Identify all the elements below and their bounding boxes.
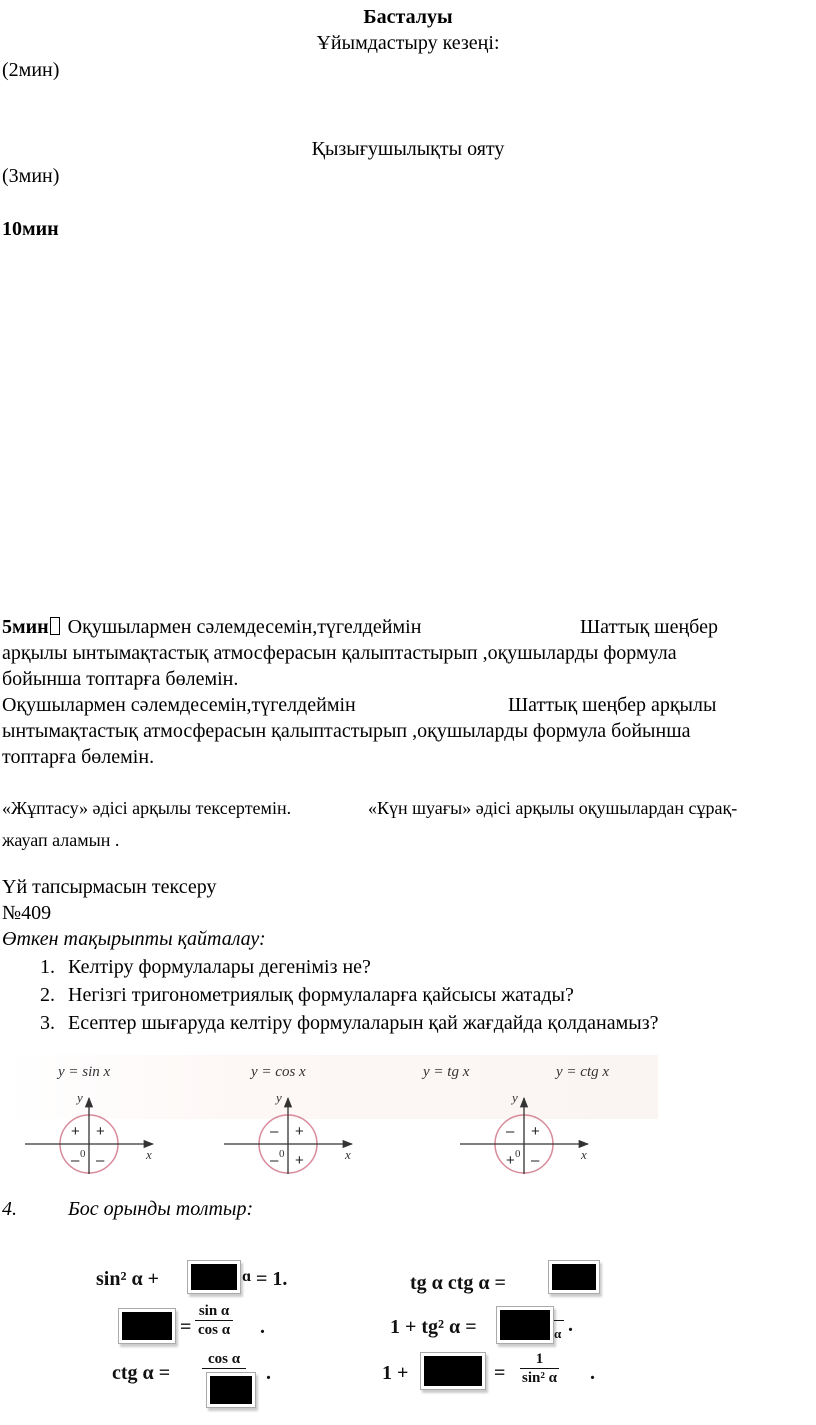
formula-dot: . [590, 1362, 595, 1384]
formula-one-plus: 1 + [382, 1362, 409, 1384]
cos-sign-circle [224, 1090, 352, 1174]
origin-label: 0 [515, 1148, 521, 1160]
formula-tg-ctg: tg α ctg α = [410, 1272, 506, 1294]
time-10min: 10мин [2, 218, 59, 240]
review-title: Өткен тақырыпты қайталау: [2, 928, 266, 950]
sign-q3: – [270, 1152, 279, 1169]
fraction-numerator: sin α [195, 1302, 233, 1321]
task4-number: 4. [2, 1198, 17, 1220]
stage-interest: Қызығушылықты ояту [311, 138, 505, 160]
blank-box[interactable] [122, 1312, 172, 1340]
tg-sign-circle [460, 1090, 588, 1174]
blank-box[interactable] [500, 1310, 550, 1340]
fraction-cos-blank [202, 1350, 246, 1369]
blank-box[interactable] [191, 1264, 237, 1290]
method-sunshine: «Күн шуағы» әдісі арқылы оқушылардан сұрақ- [368, 798, 738, 818]
question-item: 3. Есептер шығаруда келтіру формулаларын қай жағдайда қолданамыз? [40, 1012, 659, 1034]
fraction-numerator: cos α [202, 1350, 246, 1369]
sign-q4: – [531, 1152, 540, 1169]
caption-sin: y = sin x [58, 1064, 111, 1080]
question-item: 1. Келтіру формулалары дегеніміз не? [40, 956, 371, 978]
stage-organizational: Ұйымдастыру кезеңі: [316, 32, 500, 54]
sign-q1: + [531, 1123, 540, 1140]
sign-q2: – [270, 1123, 279, 1140]
greeting-text-2a: Оқушылармен сәлемдесемін,түгелдеймін [2, 694, 356, 716]
formula-dot: . [260, 1316, 265, 1338]
greeting-text-1a: Оқушылармен сәлемдесемін,түгелдеймін [67, 616, 422, 638]
y-axis-label: y [77, 1090, 83, 1105]
formula-eq: = [494, 1362, 506, 1384]
greeting-text-1-line3: бойынша топтарға бөлемін. [2, 668, 239, 690]
homework-title: Үй тапсырмасын тексеру [2, 876, 217, 898]
fraction-denominator: sin² α [522, 1370, 557, 1386]
missing-glyph-icon [50, 617, 60, 635]
time-5min: 5мин [2, 616, 49, 638]
fraction-numerator: 1 [520, 1350, 560, 1369]
formula-sin-sq: sin² α + [96, 1268, 160, 1290]
origin-label: 0 [80, 1148, 86, 1160]
review-questions [40, 954, 810, 1038]
sign-q4: – [96, 1152, 105, 1169]
blank-box[interactable] [424, 1356, 482, 1386]
time-2min: (2мин) [2, 59, 60, 81]
formula-fragment: ɑ [242, 1268, 252, 1285]
formula-dot: . [266, 1362, 271, 1384]
formula-ctg: ctg α = [112, 1362, 171, 1384]
greeting-text-2b: Шаттық шеңбер арқылы [508, 694, 717, 716]
x-axis-label: x [581, 1147, 587, 1162]
sign-q2: – [506, 1123, 515, 1140]
sign-q1: + [96, 1123, 105, 1140]
homework-block [2, 874, 814, 952]
sign-q2: + [71, 1123, 80, 1140]
sign-q1: + [295, 1123, 304, 1140]
caption-tg: y = tg x [423, 1064, 470, 1080]
method-line2: жауап аламын . [2, 830, 120, 850]
formula-eq: = [180, 1316, 192, 1338]
caption-cos: y = cos x [251, 1064, 306, 1080]
y-axis-label: y [276, 1090, 282, 1105]
caption-ctg: y = ctg x [556, 1064, 610, 1080]
lesson-part-title: Басталуы [363, 6, 453, 28]
fill-in-formulas [90, 1250, 620, 1420]
greeting-text-1b: Шаттық шеңбер [580, 616, 718, 638]
fraction-denominator: cos α [198, 1322, 231, 1338]
sin-sign-circle [25, 1090, 153, 1174]
formula-fragment: α [554, 1326, 562, 1341]
fraction-one-sin-sq [518, 1350, 561, 1387]
methods-block [2, 796, 814, 852]
x-axis-label: x [146, 1147, 152, 1162]
blank-box[interactable] [210, 1376, 252, 1404]
origin-label: 0 [279, 1148, 285, 1160]
formula-dot: . [568, 1314, 573, 1336]
fraction-bar [554, 1320, 564, 1321]
greeting-text-2-line3: топтарға бөлемін. [2, 746, 155, 768]
greeting-text-1-line2: арқылы ынтымақтастық атмосферасын қалыптастырып ,оқушыларды формула [2, 642, 677, 664]
formula-one-plus-tg: 1 + tg² α = [390, 1316, 477, 1338]
formula-eq-one: = 1. [256, 1268, 288, 1290]
question-item: 2. Негізгі тригонометриялық формулаларға қайсысы жатады? [40, 984, 574, 1006]
x-axis-label: x [345, 1147, 351, 1162]
fraction-sin-cos [194, 1302, 234, 1339]
block-5min [2, 614, 814, 770]
greeting-text-2-line2: ынтымақтастық атмосферасын қалыптастырып ,оқушыларды формула бойынша [2, 720, 691, 742]
sign-circles-diagram [0, 1088, 620, 1178]
time-3min: (3мин) [2, 165, 60, 187]
task4-title: Бос орынды толтыр: [68, 1198, 254, 1220]
y-axis-label: y [512, 1090, 518, 1105]
sign-q4: + [295, 1152, 304, 1169]
sign-q3: + [506, 1152, 515, 1169]
sign-q3: – [71, 1152, 80, 1169]
homework-number: №409 [2, 902, 52, 924]
method-pairs: «Жұптасу» әдісі арқылы тексертемін. [2, 798, 292, 818]
blank-box[interactable] [552, 1264, 596, 1290]
